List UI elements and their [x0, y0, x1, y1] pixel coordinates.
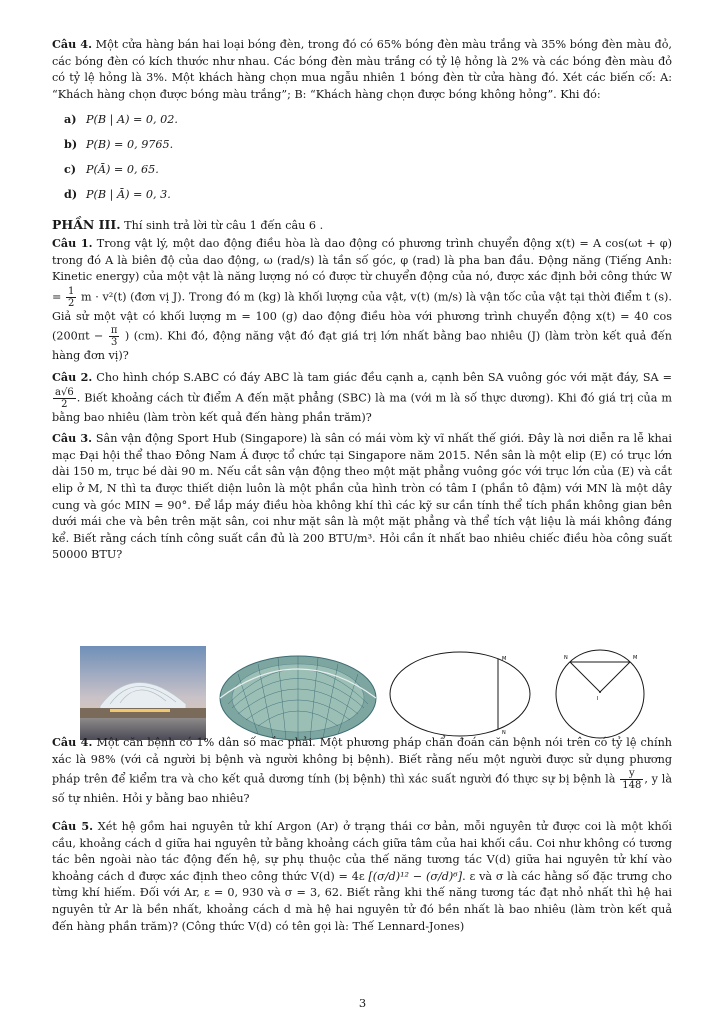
label-m: M: [502, 656, 507, 662]
label-n: N: [502, 730, 506, 736]
question-label: Câu 3.: [52, 431, 93, 446]
question-text: m · v²(t) (đơn vị J). Trong đó m (kg) là khối lượng của vật, v(t) (m/s) là vận tốc của vật tại thời điểm t (s). Giả sử một vật có khối lượng m = 100 (g) dao động điều hòa với phương trình chuyển động x(t) = 40 cos (200πt −: [52, 290, 672, 343]
label-n: N: [564, 655, 568, 661]
fraction: $\frac{\pi}{3}$: [110, 325, 118, 349]
question-text: Một cửa hàng bán hai loại bóng đèn, trong đó có 65% bóng đèn màu trắng và 35% bóng đèn màu đỏ, các bóng đèn có kích thước như nhau. Các bóng đèn màu trắng có tỷ lệ hỏng là 2% và các bóng đèn màu đỏ có tỷ lệ hỏng là 3%. Một khách hàng chọn mua ngẫu nhiên 1 bóng đèn từ cửa hàng đó. Xét các biến cố: A: “Khách hàng chọn được bóng màu trắng”; B: “Khách hàng chọn được bóng không hỏng”. Khi đó:: [52, 38, 672, 101]
question-text: Một căn bệnh có 1% dân số mắc phải. Một phương pháp chẩn đoán căn bệnh nói trên có tỷ lệ chính xác là 98% (với cả người bị bệnh và người không bị bệnh). Biết rằng nếu một người được sử dụng phương pháp trên để kiểm tra và cho kết quả dương tính (bị bệnh) thì xác suất người đó thực sự bị bệnh là: [52, 736, 672, 786]
label-i: I: [597, 696, 599, 702]
question-3-stadium: [52, 430, 672, 564]
circle-cross-section-diagram: [552, 648, 648, 740]
question-2-pyramid: [52, 369, 672, 426]
dome-wireframe-image: [218, 644, 378, 742]
question-4-diagnosis: [52, 734, 672, 808]
option-c: c) P(Ā) = 0, 65.: [64, 162, 159, 177]
question-5-lennard-jones: [52, 818, 672, 935]
option-a: a) P(B | A) = 0, 02.: [64, 112, 178, 127]
option-b: b) P(B) = 0, 9765.: [64, 137, 174, 152]
question-text: ) (cm). Khi đó, động năng vật đó đạt giá trị lớn nhất bằng bao nhiêu (J) (làm tròn kết quả đến hàng đơn vị)?: [52, 329, 672, 363]
question-text: . ε và σ là các hằng số đặc trưng cho từng khí hiếm. Đối với Ar, ε = 0, 930 và σ = 3, 62. Biết rằng khi thế năng tương tác đạt nhỏ nhất thì hệ hai nguyên tử Ar là bền nhất, khoảng cách d mà hệ hai nguyên tử đó bền nhất là bao nhiêu (làm tròn kết quả đến hàng phần trăm)? (Công thức V(d) có tên gọi là: Thế Lennard-Jones): [52, 869, 672, 933]
fraction: $\frac{1}{2}$: [68, 285, 75, 309]
question-label: Câu 4.: [52, 735, 93, 749]
ellipse-diagram: [388, 648, 534, 740]
fraction: $\frac{y}{148}$: [622, 768, 642, 792]
question-text: Trong vật lý, một dao động điều hòa là dao động có phương trình chuyển động x(t) = A cos(ωt + φ) trong đó A là biên độ của dao động, ω (rad/s) là tần số góc, φ (rad) là pha ban đầu. Động năng (Tiếng Anh: Kinetic energy) của một vật là năng lượng nó có được từ chuyển động của nó, được xác định bởi công thức W =: [52, 236, 672, 304]
question-4-probability: [52, 36, 672, 103]
question-text: Xét hệ gồm hai nguyên tử khí Argon (Ar) ở trạng thái cơ bản, mỗi nguyên tử được coi là một khối cầu, khoảng cách d giữa hai nguyên tử bằng khoảng cách giữa tâm của hai khối cầu. Coi như không có tương tác bên ngoài nào tác động đến hệ, sự phụ thuộc của thế năng tương tác V(d) giữa hai nguyên tử khí vào khoảng cách d được xác định theo công thức V(d) = 4ε: [52, 820, 672, 883]
page-content: [52, 36, 673, 933]
answer-options: [64, 111, 672, 203]
question-label: Câu 1.: [52, 235, 93, 250]
question-text: . Biết khoảng cách từ điểm A đến mặt phẳng (SBC) là ma (với m là số thực dương). Khi đó giá trị của m bằng bao nhiêu (làm tròn kết quả đến hàng phần trăm)?: [52, 391, 672, 424]
page-number: 3: [358, 996, 367, 1010]
question-text: Sân vận động Sport Hub (Singapore) là sân có mái vòm kỳ vĩ nhất thế giới. Đây là nơi diễn ra lễ khai mạc Đại hội thể thao Đông Nam Á được tổ chức tại Singapore năm 2015. Nền sân là một elip (E) có trục lớn dài 150 m, trục bé dài 90 m. Nếu cắt sân vận động theo một mặt phẳng vuông góc với trục lớn của (E) và cắt elip ở M, N thì ta được thiết diện luôn là một phần của hình tròn có tâm I (phần tô đậm) với MN là một dây cung và góc MIN = 90°. Để lắp máy điều hòa không khí thì các kỹ sư cần tính thể tích phần không gian bên dưới mái che và bên trên mặt sân, coi như mặt sân là một mặt phẳng và thể tích vật liệu là mái không đáng kể. Biết rằng cách tính công suất cần đủ là 200 BTU/m³. Hỏi cần ít nhất bao nhiêu chiếc điều hòa công suất 50000 BTU?: [52, 432, 672, 562]
question-text: , y là số tự nhiên. Hỏi y bằng bao nhiêu?: [52, 772, 673, 806]
option-d: d) P(B | Ā) = 0, 3.: [64, 187, 171, 202]
question-1-kinetic-energy: [52, 235, 672, 365]
question-label: Câu 2.: [52, 369, 93, 384]
part-3-header: [52, 217, 672, 235]
question-label: Câu 4.: [52, 37, 92, 51]
part-subtitle: Thí sinh trả lời từ câu 1 đến câu 6 .: [124, 219, 324, 233]
label-m: M: [633, 655, 638, 661]
stadium-photo: [80, 646, 206, 740]
question-text: Cho hình chóp S.ABC có đáy ABC là tam giác đều cạnh a, cạnh bên SA vuông góc với mặt đáy, SA =: [96, 370, 672, 384]
figure-row: [52, 644, 672, 744]
question-label: Câu 5.: [52, 819, 94, 833]
part-title: PHẦN III.: [52, 217, 121, 233]
fraction: $\frac{a√6}{2}$: [55, 386, 74, 410]
formula: [(σ/d)¹² − (σ/d)⁶]: [368, 869, 463, 883]
